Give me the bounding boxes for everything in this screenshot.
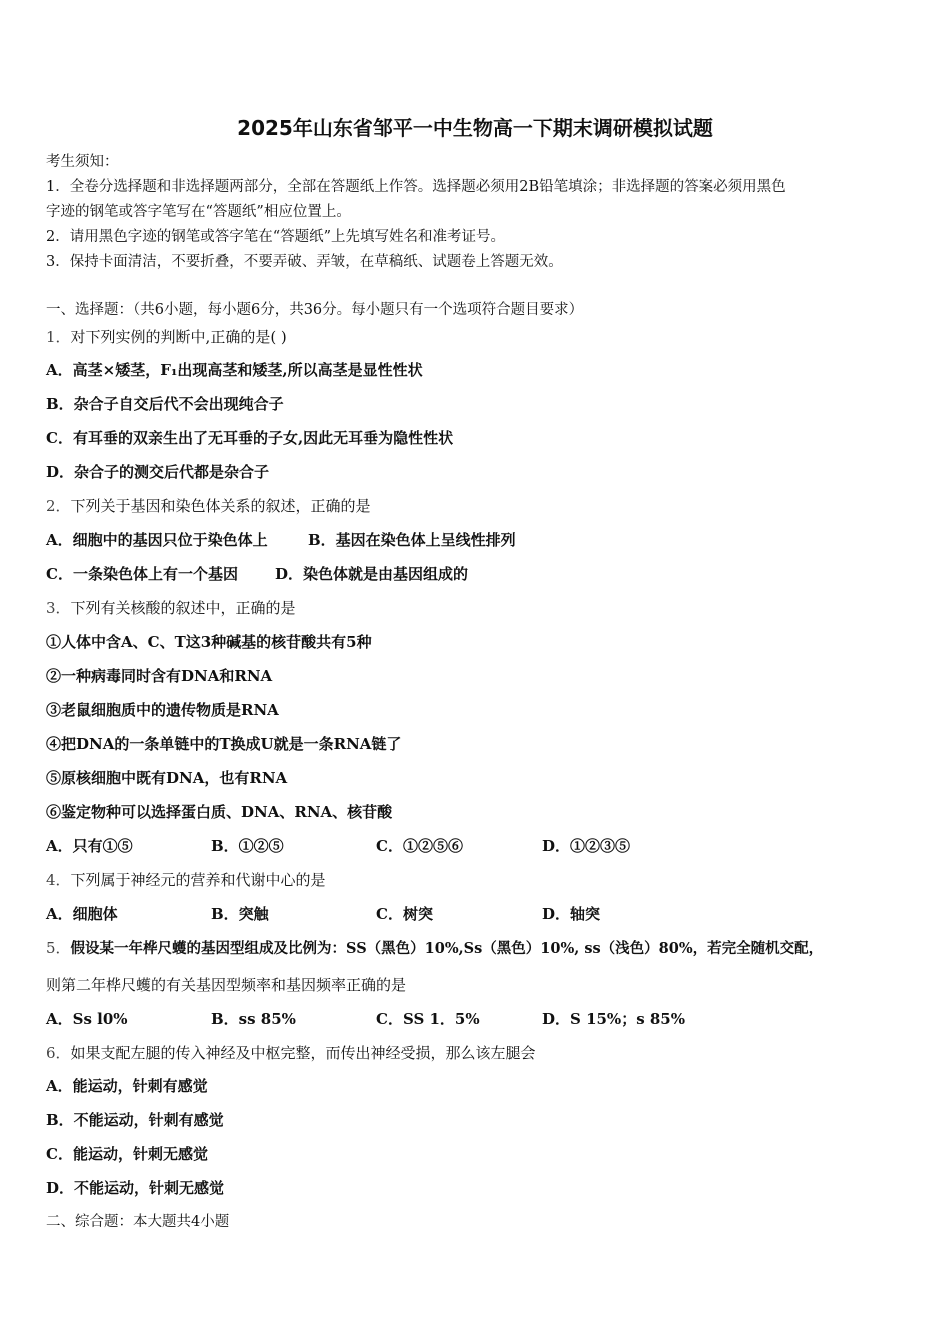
question-stem: 下列有关核酸的叙述中，正确的是 <box>70 599 296 617</box>
q3-statement-6: ⑥鉴定物种可以选择蛋白质、DNA、RNA、核苷酸 <box>46 803 393 821</box>
question-stem: 下列属于神经元的营养和代谢中心的是 <box>70 871 326 889</box>
q3-statement-1: ①人体中含A、C、T这3种碱基的核苷酸共有5种 <box>46 633 372 651</box>
question-1 <box>46 326 287 348</box>
q6-option-d: D．不能运动，针刺无感觉 <box>46 1179 225 1197</box>
q2-option-a: A．细胞中的基因只位于染色体上 <box>46 531 268 549</box>
q3-option-c: C．①②⑤⑥ <box>376 837 463 855</box>
q3-statement-5: ⑤原核细胞中既有DNA，也有RNA <box>46 769 288 787</box>
q1-option-b: B．杂合子自交后代不会出现纯合子 <box>46 395 284 413</box>
question-number: 4． <box>46 871 71 889</box>
section-2-heading: 二、综合题：本大题共4小题 <box>46 1214 230 1230</box>
notice-item-2: 2．请用黑色字迹的钢笔或答字笔在“答题纸”上先填写姓名和准考证号。 <box>46 229 506 245</box>
question-number: 1． <box>46 328 71 346</box>
q5-option-d: D．S 15%；s 85% <box>542 1010 685 1028</box>
question-4 <box>46 869 326 891</box>
q5-options-row <box>46 1008 906 1030</box>
q3-statement-2: ②一种病毒同时含有DNA和RNA <box>46 667 273 685</box>
q2-option-c: C．一条染色体上有一个基因 <box>46 565 238 583</box>
q3-option-b: B．①②⑤ <box>211 837 284 855</box>
q5-option-c: C．SS 1．5% <box>376 1010 480 1028</box>
q2-option-b: B．基因在染色体上呈线性排列 <box>308 531 516 549</box>
q3-options-row <box>46 835 906 857</box>
q1-option-a: A．高茎×矮茎，F₁出现高茎和矮茎,所以高茎是显性性状 <box>46 361 423 379</box>
q4-option-b: B．突触 <box>211 905 269 923</box>
question-number: 2． <box>46 497 71 515</box>
question-2 <box>46 495 371 517</box>
question-number: 6． <box>46 1044 71 1062</box>
question-stem: 如果支配左腿的传入神经及中枢完整，而传出神经受损，那么该左腿会 <box>70 1044 536 1062</box>
notice-heading: 考生须知： <box>46 154 119 170</box>
q3-option-a: A．只有①⑤ <box>46 837 133 855</box>
q1-option-c: C．有耳垂的双亲生出了无耳垂的子女,因此无耳垂为隐性性状 <box>46 429 454 447</box>
question-stem: 对下列实例的判断中,正确的是( ) <box>70 328 287 346</box>
q6-option-c: C．能运动，针刺无感觉 <box>46 1145 208 1163</box>
q3-option-d: D．①②③⑤ <box>542 837 631 855</box>
notice-item-3: 3．保持卡面清洁，不要折叠，不要弄破、弄皱，在草稿纸、试题卷上答题无效。 <box>46 254 563 270</box>
notice-block <box>46 150 906 275</box>
notice-item-1b: 字迹的钢笔或答字笔写在“答题纸”相应位置上。 <box>46 204 351 220</box>
question-5-continued: 则第二年桦尺蠖的有关基因型频率和基因频率正确的是 <box>46 976 407 994</box>
q5-option-a: A．Ss l0% <box>46 1010 128 1028</box>
question-5 <box>46 937 823 960</box>
q4-option-a: A．细胞体 <box>46 905 118 923</box>
question-6 <box>46 1042 536 1064</box>
q3-statement-3: ③老鼠细胞质中的遗传物质是RNA <box>46 701 279 719</box>
q5-option-b: B．ss 85% <box>211 1010 296 1028</box>
q4-option-d: D．轴突 <box>542 905 601 923</box>
q4-option-c: C．树突 <box>376 905 433 923</box>
question-number: 5． <box>46 939 71 957</box>
question-3 <box>46 597 296 619</box>
page-title: 2025年山东省邹平一中生物高一下期末调研模拟试题 <box>237 116 713 140</box>
q3-statement-4: ④把DNA的一条单链中的T换成U就是一条RNA链了 <box>46 735 402 753</box>
q2-options-row-2 <box>46 563 906 585</box>
question-stem: 下列关于基因和染色体关系的叙述，正确的是 <box>70 497 371 515</box>
question-number: 3． <box>46 599 71 617</box>
q2-options-row-1 <box>46 529 906 551</box>
q4-options-row <box>46 903 906 925</box>
q6-option-a: A．能运动，针刺有感觉 <box>46 1077 208 1095</box>
question-stem-line-1: 假设某一年桦尺蠖的基因型组成及比例为：SS（黑色）10%,Ss（黑色）10%, ss（浅色）80%，若完全随机交配， <box>70 940 824 957</box>
notice-item-1a: 1．全卷分选择题和非选择题两部分，全部在答题纸上作答。选择题必须用2B铅笔填涂；非选择题的答案必须用黑色 <box>46 179 786 195</box>
q1-option-d: D．杂合子的测交后代都是杂合子 <box>46 463 270 481</box>
q6-option-b: B．不能运动，针刺有感觉 <box>46 1111 224 1129</box>
q2-option-d: D．染色体就是由基因组成的 <box>275 565 469 583</box>
section-1-heading: 一、选择题：（共6小题，每小题6分，共36分。每小题只有一个选项符合题目要求） <box>46 302 584 318</box>
